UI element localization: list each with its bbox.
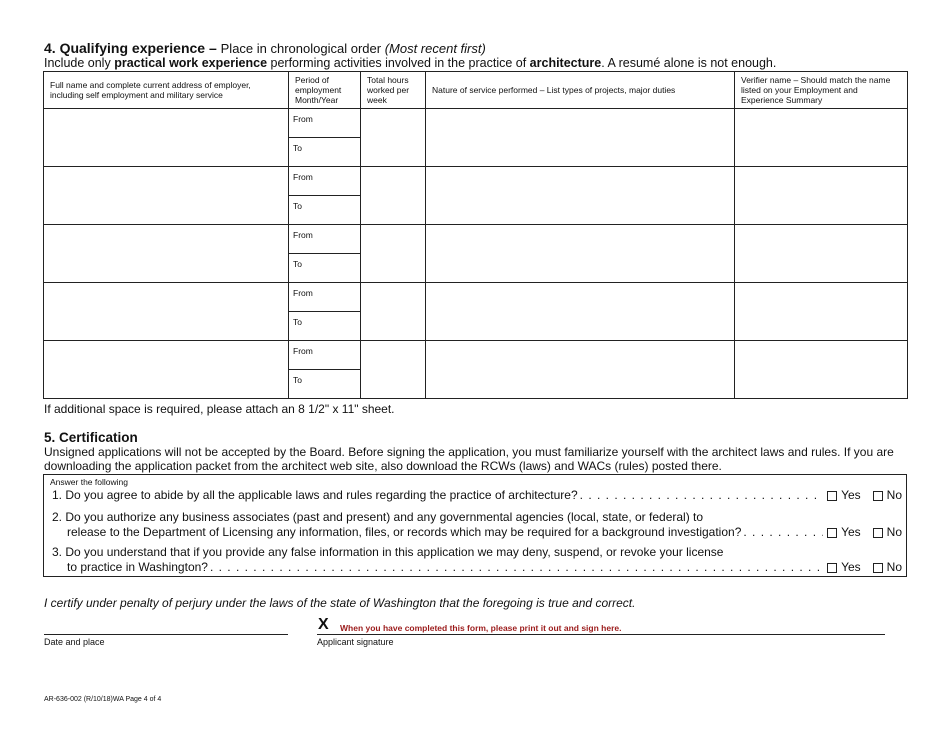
q1-no-checkbox[interactable]	[873, 491, 883, 501]
additional-space-note: If additional space is required, please attach an 8 1/2" x 11" sheet.	[44, 402, 395, 416]
employer-field[interactable]	[44, 225, 289, 283]
nature-field[interactable]	[426, 225, 735, 283]
answer-label: Answer the following	[50, 477, 128, 487]
sign-here-note: When you have completed this form, please print it out and sign here.	[340, 623, 622, 633]
question-1: 1. Do you agree to abide by all the applicable laws and rules regarding the practice of architecture? . . . Yes No	[52, 488, 902, 503]
hours-field[interactable]	[361, 109, 426, 167]
employer-field[interactable]	[44, 283, 289, 341]
section-4-number: 4. Qualifying experience	[44, 40, 206, 56]
q3-no-checkbox[interactable]	[873, 563, 883, 573]
hours-field[interactable]	[361, 225, 426, 283]
to-field[interactable]: To	[289, 138, 361, 167]
to-field[interactable]: To	[289, 196, 361, 225]
q3-yes-checkbox[interactable]	[827, 563, 837, 573]
date-place-label: Date and place	[44, 637, 105, 647]
nature-field[interactable]	[426, 109, 735, 167]
q1-yes-checkbox[interactable]	[827, 491, 837, 501]
to-field[interactable]: To	[289, 254, 361, 283]
question-2: 2. Do you authorize any business associates (past and present) and any governmental agencies (local, state, or federal) to release to the Department of Licensing any information, files, or records which may be required for a background investigation? . . . Yes No	[52, 510, 902, 540]
question-3: 3. Do you understand that if you provide any false information in this application we may deny, suspend, or revoke your license to practice in Washington? . . . Yes No	[52, 545, 902, 575]
nature-field[interactable]	[426, 283, 735, 341]
section-5-title: 5. Certification	[44, 430, 138, 445]
header-hours: Total hours worked per week	[361, 72, 426, 109]
employer-field[interactable]	[44, 167, 289, 225]
verifier-field[interactable]	[735, 167, 908, 225]
header-nature: Nature of service performed – List types of projects, major duties	[426, 72, 735, 109]
header-verifier: Verifier name – Should match the name listed on your Employment and Experience Summary	[735, 72, 908, 109]
verifier-field[interactable]	[735, 109, 908, 167]
hours-field[interactable]	[361, 167, 426, 225]
from-field[interactable]: From	[289, 341, 361, 370]
signature-field[interactable]	[317, 634, 885, 635]
sign-here-x-icon: X	[318, 616, 329, 633]
from-field[interactable]: From	[289, 167, 361, 196]
to-field[interactable]: To	[289, 312, 361, 341]
q2-no-checkbox[interactable]	[873, 528, 883, 538]
hours-field[interactable]	[361, 283, 426, 341]
from-field[interactable]: From	[289, 283, 361, 312]
certify-statement: I certify under penalty of perjury under the laws of the state of Washington that the foregoing is true and correct.	[44, 596, 636, 610]
from-field[interactable]: From	[289, 109, 361, 138]
verifier-field[interactable]	[735, 341, 908, 399]
experience-table	[43, 71, 908, 399]
section-4-instructions: Include only practical work experience performing activities involved in the practice of architecture. A resumé alone is not enough.	[44, 56, 777, 70]
certification-questions	[43, 474, 907, 577]
hours-field[interactable]	[361, 341, 426, 399]
employer-field[interactable]	[44, 341, 289, 399]
signature-label: Applicant signature	[317, 637, 394, 647]
header-period: Period of employment Month/Year	[289, 72, 361, 109]
date-place-field[interactable]	[44, 634, 288, 635]
nature-field[interactable]	[426, 167, 735, 225]
verifier-field[interactable]	[735, 283, 908, 341]
q2-yes-checkbox[interactable]	[827, 528, 837, 538]
to-field[interactable]: To	[289, 370, 361, 399]
section-4-title: 4. Qualifying experience – Place in chronological order (Most recent first)	[44, 40, 486, 56]
from-field[interactable]: From	[289, 225, 361, 254]
section-5-intro: Unsigned applications will not be accepted by the Board. Before signing the application, you must familiarize yourself with the architect laws and rules. If you are downloading the application packet from the architect web site, also download the RCWs (laws) and WACs (rules) posted there.	[44, 445, 894, 473]
nature-field[interactable]	[426, 341, 735, 399]
verifier-field[interactable]	[735, 225, 908, 283]
form-footer: AR-636-002 (R/10/18)WA Page 4 of 4	[44, 696, 162, 703]
employer-field[interactable]	[44, 109, 289, 167]
header-employer: Full name and complete current address of employer, including self employment and military service	[44, 72, 289, 109]
